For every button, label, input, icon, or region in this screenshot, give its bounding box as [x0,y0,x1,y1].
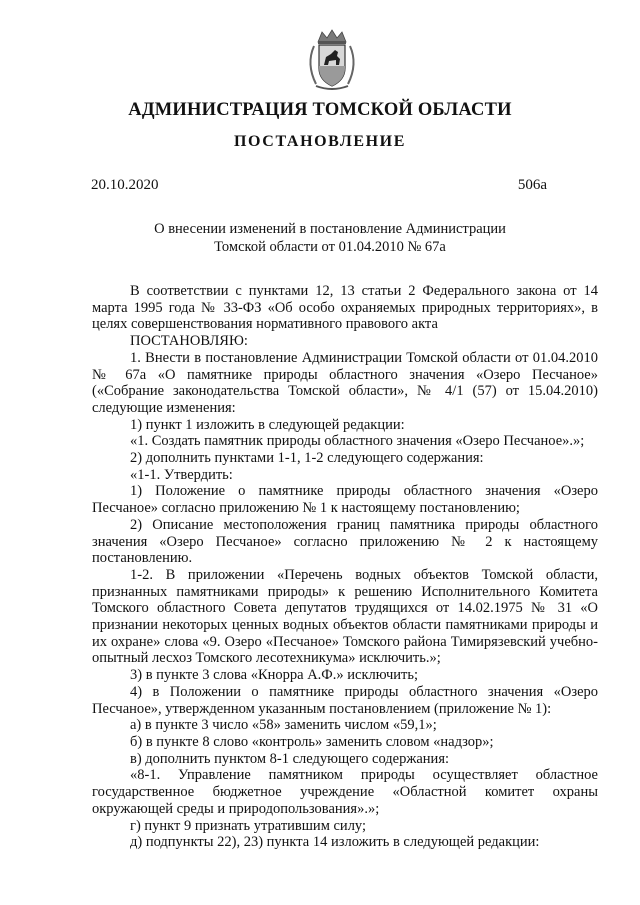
paragraph: а) в пункте 3 число «58» заменить числом «59,1»; [130,717,437,734]
document-number: 506а [517,177,547,193]
paragraph: в) дополнить пунктом 8-1 следующего содержания: [130,750,450,767]
paragraph: г) пункт 9 признать утратившим силу; [130,817,367,834]
paragraph: «1. Создать памятник природы областного значения «Озеро Песчаное».»; [130,433,585,450]
paragraph: 2) дополнить пунктами 1-1, 1-2 следующего содержания: [130,450,484,467]
paragraph: 1) Положение о памятнике природы областного значения «Озеро Песчаное» согласно приложению № 1 к настоящему постановлению; [92,483,598,517]
paragraph: 1-2. В приложении «Перечень водных объектов Томской области, признанных памятниками природы» к решению Исполнительного Комитета Томского областного Совета депутатов трудящихся от 14.02.1975 № 31 «О признании некоторых ценных водных объектов области памятниками природы и их охране» слова «9. Озеро «Песчаное» Томского района Тимирязевский учебно-опытный лесхоз Томского лесотехникума» исключить.»; [92,566,598,667]
subject-line: О внесении изменений в постановление Администрации [154,221,506,237]
paragraph: 3) в пункте 3 слова «Кнорра А.Ф.» исключить; [130,667,419,684]
paragraph: 1. Внести в постановление Администрации Томской области от 01.04.2010 № 67а «О памятнике природы областного значения «Озеро Песчаное» («Собрание законодательства Томской области», № 4/1 (57) от 15.04.2010) следующие изменения: [92,349,598,416]
paragraph: «1-1. Утвердить: [130,466,233,483]
paragraph: 1) пункт 1 изложить в следующей редакции: [130,416,405,433]
paragraph: В соответствии с пунктами 12, 13 статьи 2 Федерального закона от 14 марта 1995 года № 33-ФЗ «Об особо охраняемых природных территориях», в целях совершенствования нормативного правового акта [92,283,598,333]
document-type: ПОСТАНОВЛЕНИЕ [234,133,406,150]
document-date: 20.10.2020 [91,177,159,193]
paragraph: 4) в Положении о памятнике природы областного значения «Озеро Песчаное», утвержденном указанным постановлением (приложение № 1): [92,683,598,717]
document-body [92,283,598,851]
paragraph-resolve: ПОСТАНОВЛЯЮ: [130,333,248,350]
paragraph: 2) Описание местоположения границ памятника природы областного значения «Озеро Песчаное» согласно приложению № 2 к настоящему постановлению. [92,516,598,567]
subject-line: Томской области от 01.04.2010 № 67а [214,239,446,255]
document-subject [0,220,640,256]
organization-name: АДМИНИСТРАЦИЯ ТОМСКОЙ ОБЛАСТИ [128,100,512,120]
paragraph: д) подпункты 22), 23) пункта 14 изложить в следующей редакции: [130,834,540,851]
paragraph: «8-1. Управление памятником природы осуществляет областное государственное бюджетное учреждение «Областной комитет охраны окружающей среды и природопользования».»; [92,767,598,817]
paragraph: б) в пункте 8 слово «контроль» заменить словом «надзор»; [130,733,494,750]
coat-of-arms-emblem [302,28,362,92]
